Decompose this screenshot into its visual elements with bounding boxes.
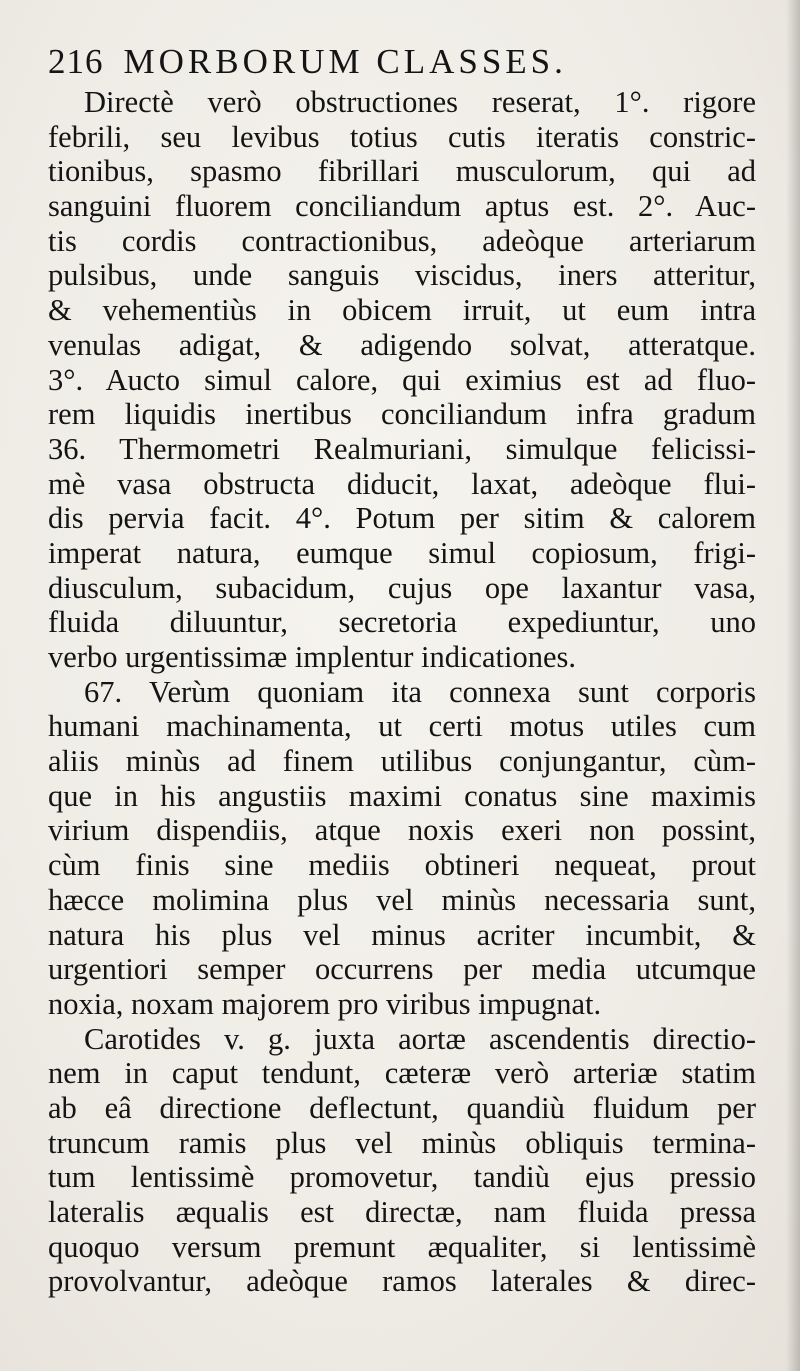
text-line: que in his angustiis maximi conatus sine maximis xyxy=(48,778,756,813)
text-line: virium dispendiis, atque noxis exeri non possint, xyxy=(48,813,756,848)
text-line: Directè verò obstructiones reserat, 1°. rigore xyxy=(84,85,756,119)
text-line: tum lentissimè promovetur, tandiù ejus pressio xyxy=(48,1160,756,1195)
text-line: cùm finis sine mediis obtineri nequeat, prout xyxy=(48,848,756,883)
text-line: dis pervia facit. 4°. Potum per sitim & calorem xyxy=(48,501,756,536)
text-line: sanguini fluorem conciliandum aptus est. 2°. Auc- xyxy=(48,189,756,224)
text-line: 67. Verùm quoniam ita connexa sunt corporis xyxy=(84,674,756,709)
text-line: ab eâ directione deflectunt, quandiù fluidum per xyxy=(48,1090,756,1125)
text-line: tis cordis contractionibus, adeòque arteriarum xyxy=(48,223,756,258)
text-line: verbo urgentissimæ implentur indicationes. xyxy=(48,640,577,674)
text-line: Carotides v. g. juxta aortæ ascendentis directio- xyxy=(84,1021,756,1056)
text-line: 36. Thermometri Realmuriani, simulque felicissi- xyxy=(48,431,756,466)
text-line: venulas adigat, & adigendo solvat, atteratque. xyxy=(48,327,756,362)
text-line: noxia, noxam majorem pro viribus impugnat. xyxy=(48,986,602,1021)
text-line: tionibus, spasmo fibrillari musculorum, qui ad xyxy=(48,154,756,189)
text-line: aliis minùs ad finem utilibus conjungantur, cùm- xyxy=(48,744,756,779)
page-edge-shadow xyxy=(786,0,800,1371)
text-line: provolvantur, adeòque ramos laterales & direc- xyxy=(48,1264,756,1299)
text-line: rem liquidis inertibus conciliandum infra gradum xyxy=(48,397,756,432)
text-line: nem in caput tendunt, cæteræ verò arteriæ statim xyxy=(48,1056,756,1091)
text-line: febrili, seu levibus totius cutis iteratis constric- xyxy=(48,119,756,154)
text-line: pulsibus, unde sanguis viscidus, iners atteritur, xyxy=(48,258,756,293)
text-line: 3°. Aucto simul calore, qui eximius est ad fluo- xyxy=(48,362,756,397)
text-line: diusculum, subacidum, cujus ope laxantur vasa, xyxy=(48,570,756,605)
text-line: humani machinamenta, ut certi motus utiles cum xyxy=(48,709,756,744)
text-line: urgentiori semper occurrens per media utcumque xyxy=(48,952,756,987)
text-line: mè vasa obstructa diducit, laxat, adeòque flui- xyxy=(48,466,756,501)
page-number: 216 xyxy=(48,42,104,81)
body-text xyxy=(48,85,756,1299)
text-line: quoquo versum premunt æqualiter, si lentissimè xyxy=(48,1229,756,1264)
text-line: imperat natura, eumque simul copiosum, frigi- xyxy=(48,535,756,570)
text-line: lateralis æqualis est directæ, nam fluida pressa xyxy=(48,1195,756,1229)
text-line: natura his plus vel minus acriter incumbit, & xyxy=(48,917,756,952)
text-line: hæcce molimina plus vel minùs necessaria sunt, xyxy=(48,882,756,917)
running-head: MORBORUM CLASSES. xyxy=(123,42,567,81)
text-line: fluida diluuntur, secretoria expediuntur, uno xyxy=(48,605,756,640)
text-line: & vehementiùs in obicem irruit, ut eum intra xyxy=(48,293,756,328)
page-header xyxy=(48,42,567,82)
text-line: truncum ramis plus vel minùs obliquis termina- xyxy=(48,1125,756,1160)
